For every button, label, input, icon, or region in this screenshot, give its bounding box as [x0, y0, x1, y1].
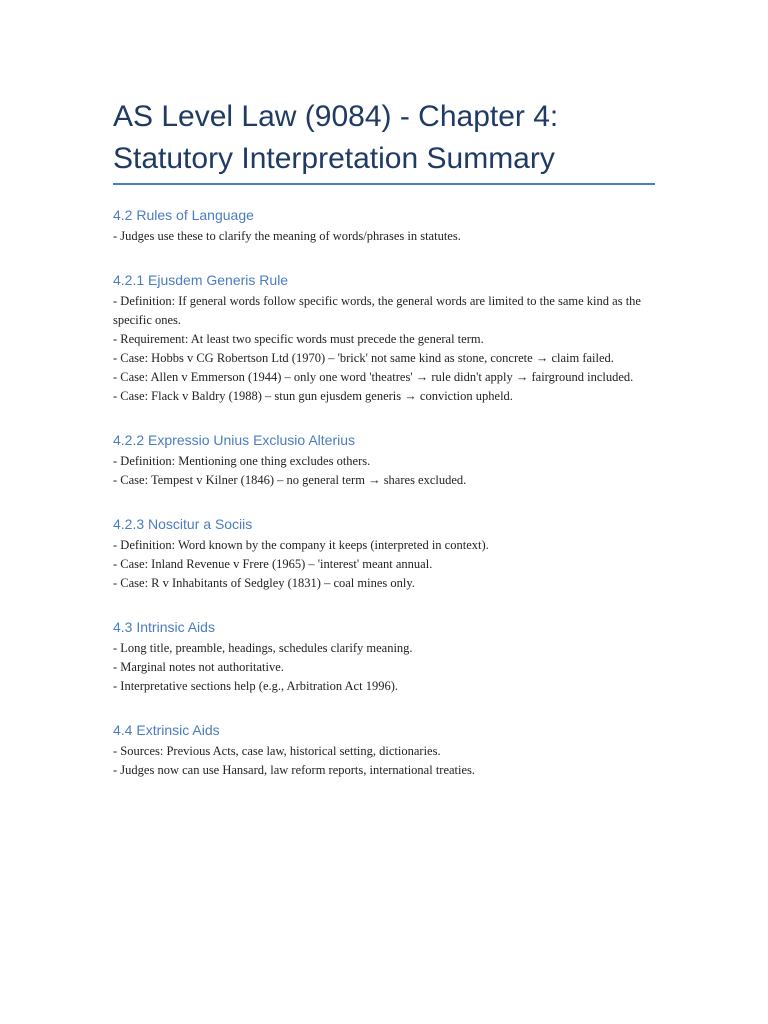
- document-title-line-2: Statutory Interpretation Summary: [113, 142, 555, 175]
- section-body: [113, 292, 655, 406]
- document-page: [113, 96, 655, 780]
- bullet-line: - Case: Flack v Baldry (1988) – stun gun ejusdem generis → conviction upheld.: [113, 389, 513, 403]
- section: [113, 430, 655, 490]
- section: [113, 514, 655, 593]
- section: [113, 270, 655, 406]
- section-body: [113, 536, 655, 593]
- section-heading: 4.4 Extrinsic Aids: [113, 722, 220, 738]
- section-body: [113, 227, 655, 246]
- bullet-line: - Judges now can use Hansard, law reform reports, international treaties.: [113, 763, 476, 777]
- document-title: [113, 96, 655, 180]
- section-heading: 4.3 Intrinsic Aids: [113, 619, 215, 635]
- bullet-line: - Definition: If general words follow specific words, the general words are limited to the same kind as the specific ones.: [113, 294, 641, 327]
- section: [113, 720, 655, 780]
- bullet-line: - Long title, preamble, headings, schedules clarify meaning.: [113, 641, 413, 655]
- section-body: [113, 639, 655, 696]
- bullet-line: - Sources: Previous Acts, case law, historical setting, dictionaries.: [113, 744, 441, 758]
- title-underline: [113, 183, 655, 185]
- bullet-line: - Case: Hobbs v CG Robertson Ltd (1970) – 'brick' not same kind as stone, concrete → claim failed.: [113, 351, 614, 365]
- sections-container: [113, 205, 655, 780]
- section: [113, 205, 655, 246]
- bullet-line: - Requirement: At least two specific words must precede the general term.: [113, 332, 484, 346]
- section: [113, 617, 655, 696]
- bullet-line: - Judges use these to clarify the meaning of words/phrases in statutes.: [113, 229, 461, 243]
- bullet-line: - Interpretative sections help (e.g., Arbitration Act 1996).: [113, 679, 398, 693]
- bullet-line: - Case: Allen v Emmerson (1944) – only one word 'theatres' → rule didn't apply → fairground included.: [113, 370, 634, 384]
- bullet-line: - Definition: Word known by the company it keeps (interpreted in context).: [113, 538, 489, 552]
- section-heading: 4.2.3 Noscitur a Sociis: [113, 516, 253, 532]
- bullet-line: - Case: Inland Revenue v Frere (1965) – 'interest' meant annual.: [113, 557, 433, 571]
- bullet-line: - Case: R v Inhabitants of Sedgley (1831) – coal mines only.: [113, 576, 415, 590]
- section-heading: 4.2 Rules of Language: [113, 207, 254, 223]
- section-heading: 4.2.2 Expressio Unius Exclusio Alterius: [113, 432, 355, 448]
- bullet-line: - Case: Tempest v Kilner (1846) – no general term → shares excluded.: [113, 473, 467, 487]
- document-title-line-1: AS Level Law (9084) - Chapter 4:: [113, 100, 559, 133]
- section-body: [113, 742, 655, 780]
- section-heading: 4.2.1 Ejusdem Generis Rule: [113, 272, 289, 288]
- section-body: [113, 452, 655, 490]
- bullet-line: - Marginal notes not authoritative.: [113, 660, 284, 674]
- bullet-line: - Definition: Mentioning one thing excludes others.: [113, 454, 371, 468]
